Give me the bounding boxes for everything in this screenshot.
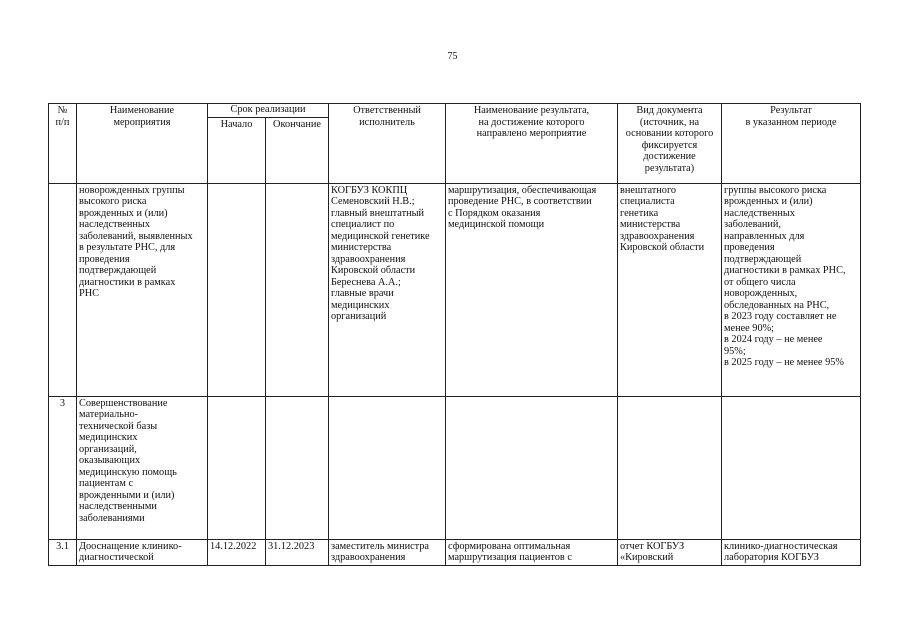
cell-line: наследственных — [79, 219, 150, 230]
row-num — [49, 396, 77, 539]
cell-line: диагностики в рамках РНС, — [724, 265, 846, 276]
table-row — [49, 396, 861, 539]
cell-line: менее 90%; — [724, 322, 775, 334]
header-name — [77, 104, 208, 184]
cell-line: Совершенствование — [79, 397, 168, 409]
cell-line: Береснева А.А.; — [331, 276, 401, 288]
cell-line: заболеваниями — [79, 512, 145, 524]
cell-line: маршрутизация, обеспечивающая — [448, 184, 597, 196]
header-start — [208, 117, 266, 183]
cell-line: мероприятия — [113, 116, 171, 128]
cell-line: новорожденных группы — [79, 184, 185, 196]
cell-line: группы высокого риска — [724, 184, 827, 196]
cell-line: Начало — [220, 118, 253, 130]
cell-line: Наименование результата, — [473, 105, 590, 116]
cell-line: направленных для — [724, 230, 805, 242]
cell-line: подтверждающей — [724, 253, 802, 265]
cell-line: внештатного — [620, 184, 677, 196]
header-result-name — [446, 104, 618, 184]
cell-line: наследственными — [79, 501, 157, 512]
row-start — [208, 539, 266, 565]
header-row — [49, 104, 861, 118]
row-responsible — [329, 396, 446, 539]
page-number: 75 — [447, 51, 458, 62]
cell-line: здравоохранения — [620, 230, 695, 242]
cell-line: клинико-диагностическая — [724, 540, 838, 552]
cell-line: РНС — [79, 288, 100, 299]
table-row — [49, 539, 861, 565]
cell-line: Кировской области — [331, 265, 416, 276]
cell-line: 95%; — [724, 345, 746, 357]
cell-line: в 2024 году – не менее — [724, 334, 823, 345]
cell-line: главные врачи — [331, 288, 394, 299]
row-doc-type — [618, 539, 722, 565]
cell-line: Ответственный — [353, 105, 421, 116]
cell-line: медицинской генетике — [331, 230, 430, 242]
cell-line: пациентам с — [79, 478, 134, 489]
cell-line: здравоохранения — [331, 253, 406, 265]
cell-line: отчет КОГБУЗ — [620, 540, 685, 552]
table-row — [49, 183, 861, 396]
measures-table — [48, 103, 861, 566]
cell-line: здравоохранения — [331, 552, 406, 563]
row-start — [208, 183, 266, 396]
row-end — [266, 183, 329, 396]
cell-line: проведения — [79, 253, 130, 265]
cell-line: диагностической — [79, 552, 154, 563]
cell-line: высокого риска — [79, 196, 147, 207]
cell-line: новорожденных, — [724, 288, 798, 299]
cell-line: наследственных — [724, 207, 795, 219]
cell-line: в результате РНС, для — [79, 242, 176, 253]
cell-line: Вид документа — [636, 105, 703, 116]
cell-line: медицинской помощи — [448, 219, 545, 230]
cell-line: медицинских — [79, 432, 138, 443]
header-num — [49, 104, 77, 184]
row-responsible — [329, 539, 446, 565]
cell-line: в 2023 году составляет не — [724, 311, 837, 322]
cell-line: № — [57, 105, 68, 116]
cell-line: Кировской области — [620, 242, 705, 253]
cell-line: подтверждающей — [79, 265, 157, 276]
header-end — [266, 117, 329, 183]
cell-line: маршрутизация пациентов с — [448, 552, 572, 563]
cell-line: Результат — [770, 105, 812, 116]
cell-line: медицинских — [331, 299, 390, 311]
cell-line: Дооснащение клинико- — [79, 540, 182, 552]
cell-line: (источник, на — [639, 116, 700, 128]
row-result — [722, 396, 861, 539]
cell-line: 31.12.2023 — [268, 540, 315, 552]
cell-line: генетика — [620, 207, 659, 219]
cell-line: врожденными и (или) — [79, 489, 175, 501]
cell-line: заместитель министра — [331, 540, 430, 552]
cell-line: специалиста — [620, 196, 675, 207]
cell-line: врожденных и (или) — [79, 207, 168, 219]
cell-line: медицинскую помощь — [79, 466, 177, 478]
cell-line: организаций, — [79, 443, 137, 455]
cell-line: сформирована оптимальная — [448, 540, 571, 552]
cell-line: 3 — [59, 397, 66, 409]
cell-line: в указанном периоде — [745, 116, 837, 128]
row-result-name — [446, 539, 618, 565]
cell-line: основании которого — [625, 128, 714, 139]
cell-line: результата) — [644, 162, 695, 174]
cell-line: от общего числа — [724, 276, 796, 288]
cell-line: врожденных и (или) — [724, 196, 813, 207]
row-doc-type — [618, 183, 722, 396]
row-result — [722, 539, 861, 565]
row-end — [266, 539, 329, 565]
cell-line: специалист по — [331, 219, 395, 230]
row-num — [49, 539, 77, 565]
cell-line: фиксируется — [641, 139, 698, 151]
row-responsible — [329, 183, 446, 396]
cell-line: КОГБУЗ КОКПЦ — [331, 184, 408, 196]
cell-line: исполнитель — [359, 116, 415, 128]
cell-line: «Кировский — [620, 552, 674, 563]
header-doc-type — [618, 104, 722, 184]
cell-line: направлено мероприятие — [476, 128, 587, 139]
cell-line: 3.1 — [56, 540, 69, 552]
cell-line: материально- — [79, 409, 139, 420]
cell-line: в 2025 году – не менее 95% — [724, 357, 844, 368]
cell-line: проведения — [724, 242, 775, 253]
row-name — [77, 539, 208, 565]
row-start — [208, 396, 266, 539]
header-result — [722, 104, 861, 184]
row-result-name — [446, 396, 618, 539]
cell-line: с Порядком оказания — [448, 207, 541, 219]
header-period — [208, 104, 329, 118]
row-end — [266, 396, 329, 539]
cell-line: заболеваний, — [724, 219, 781, 230]
cell-line: технической базы — [79, 420, 158, 432]
cell-line: организаций — [331, 311, 387, 322]
cell-line: Семеновский Н.В.; — [331, 196, 415, 207]
cell-line: Наименование — [109, 105, 175, 116]
row-result-name — [446, 183, 618, 396]
row-name — [77, 183, 208, 396]
cell-line: п/п — [55, 116, 70, 128]
cell-line: министерства — [620, 219, 681, 230]
cell-line: на достижение которого — [478, 116, 585, 128]
row-num — [49, 183, 77, 396]
cell-line: 14.12.2022 — [210, 540, 257, 552]
cell-line: проведение РНС, в соответствии — [448, 196, 592, 207]
cell-line: оказывающих — [79, 455, 141, 466]
cell-line: Срок реализации — [230, 104, 306, 115]
cell-line: диагностики в рамках — [79, 276, 176, 288]
row-doc-type — [618, 396, 722, 539]
cell-line: заболеваний, выявленных — [79, 230, 193, 242]
cell-line: обследованных на РНС, — [724, 299, 830, 311]
cell-line: достижение — [643, 151, 696, 162]
cell-line: Окончание — [273, 118, 321, 130]
row-result — [722, 183, 861, 396]
cell-line: главный внештатный — [331, 207, 425, 219]
header-responsible — [329, 104, 446, 184]
cell-line: министерства — [331, 242, 392, 253]
row-name — [77, 396, 208, 539]
cell-line: лаборатория КОГБУЗ — [724, 552, 819, 563]
